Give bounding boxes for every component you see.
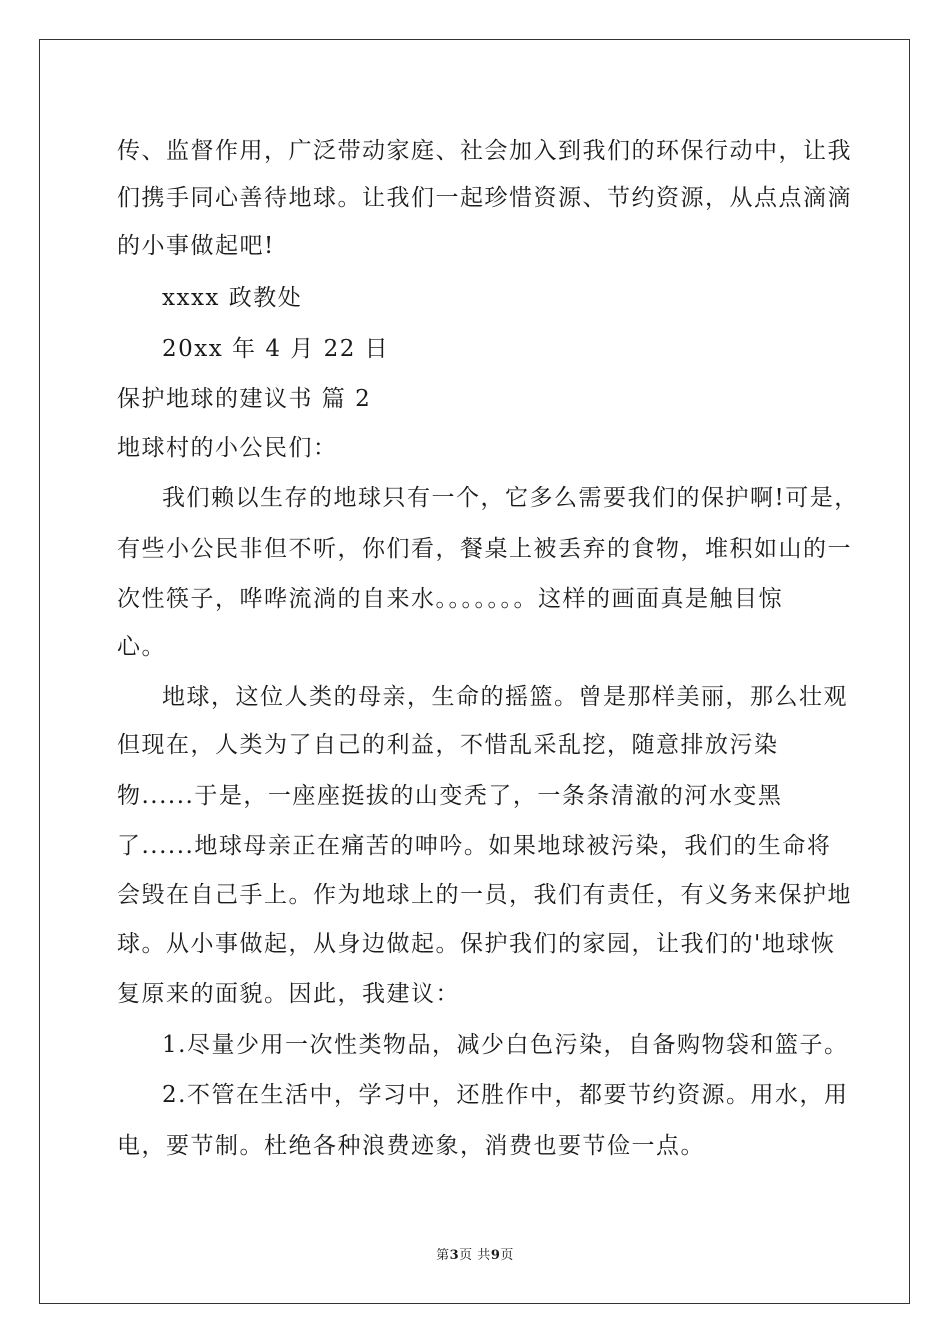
body-line-11: 心。	[117, 634, 166, 660]
body-line-14: 物......于是，一座座挺拔的山变秃了，一条条清澈的河水变黑	[117, 783, 783, 809]
suggestion-2: 2.不管在生活中，学习中，还胜作中，都要节约资源。用水，用	[162, 1082, 849, 1108]
suggestion-1: 1.尽量少用一次性类物品，减少白色污染，自备购物袋和篮子。	[162, 1032, 849, 1058]
body-line-12: 地球，这位人类的母亲，生命的摇篮。曾是那样美丽，那么壮观	[162, 684, 848, 710]
signature-department: xxxx 政教处	[162, 285, 303, 311]
body-line-3: 的小事做起吧!	[117, 233, 275, 259]
salutation: 地球村的小公民们：	[117, 435, 338, 461]
page-number-footer	[0, 1248, 950, 1264]
body-line-15: 了......地球母亲正在痛苦的呻吟。如果地球被污染，我们的生命将	[117, 833, 832, 859]
body-line-9: 有些小公民非但不听，你们看，餐桌上被丢弃的食物，堆积如山的一	[117, 536, 852, 562]
body-line-8: 我们赖以生存的地球只有一个，它多么需要我们的保护啊!可是，	[162, 485, 859, 511]
body-line-21: 电，要节制。杜绝各种浪费迹象，消费也要节俭一点。	[117, 1133, 705, 1159]
body-line-17: 球。从小事做起，从身边做起。保护我们的家园，让我们的'地球恢	[117, 931, 836, 957]
body-line-2: 们携手同心善待地球。让我们一起珍惜资源、节约资源，从点点滴滴	[117, 185, 852, 211]
body-line-18: 复原来的面貌。因此，我建议：	[117, 981, 460, 1007]
footer-suffix: 页	[500, 1248, 514, 1263]
body-line-10: 次性筷子，哗哗流淌的自来水。。。。。。。这样的画面真是触目惊	[117, 586, 783, 612]
body-line-16: 会毁在自己手上。作为地球上的一员，我们有责任，有义务来保护地	[117, 882, 852, 908]
footer-mid: 页 共	[459, 1248, 491, 1263]
signature-date: 20xx 年 4 月 22 日	[162, 336, 390, 362]
footer-current-page: 3	[449, 1248, 460, 1263]
footer-prefix: 第	[436, 1248, 450, 1263]
body-line-13: 但现在，人类为了自己的利益，不惜乱采乱挖，随意排放污染	[117, 732, 779, 758]
footer-total-pages: 9	[490, 1248, 501, 1263]
section-title: 保护地球的建议书 篇 2	[117, 386, 372, 412]
body-line-1: 传、监督作用，广泛带动家庭、社会加入到我们的环保行动中，让我	[117, 138, 852, 164]
page-border	[39, 39, 910, 1304]
